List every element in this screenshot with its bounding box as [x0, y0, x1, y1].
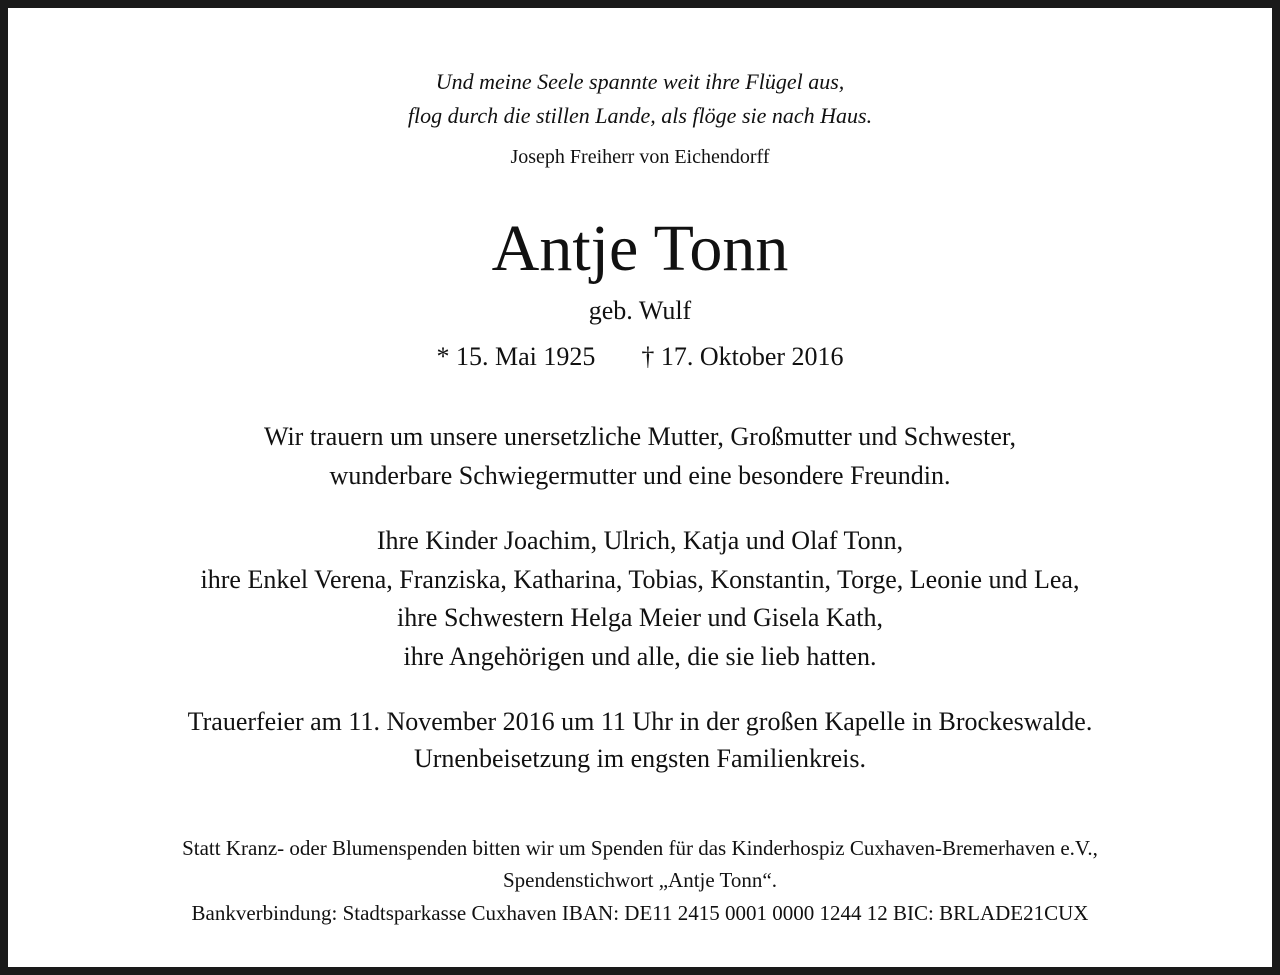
- mourning-line-2: wunderbare Schwiegermutter und eine besondere Freundin.: [329, 461, 951, 490]
- donation-keyword: Spendenstichwort „Antje Tonn“.: [502, 868, 777, 892]
- life-dates: [8, 344, 1272, 370]
- death-date: † 17. Oktober 2016: [641, 342, 844, 371]
- ceremony-line-2: Urnenbeisetzung im engsten Familienkreis.: [413, 744, 866, 773]
- deceased-name: Antje Tonn: [491, 212, 789, 285]
- donation-line-1: Statt Kranz- oder Blumenspenden bitten wir um Spenden für das Kinderhospiz Cuxhaven-Bremerhaven e.V.,: [182, 836, 1098, 860]
- birth-name: geb. Wulf: [588, 296, 692, 325]
- ceremony-line-1: Trauerfeier am 11. November 2016 um 11 Uhr in der großen Kapelle in Brockeswalde.: [187, 707, 1093, 736]
- family-line-3: ihre Schwestern Helga Meier und Gisela Kath,: [397, 603, 883, 632]
- family-line-2: ihre Enkel Verena, Franziska, Katharina, Tobias, Konstantin, Torge, Leonie und Lea,: [200, 565, 1080, 594]
- mourning-line-1: Wir trauern um unsere unersetzliche Mutter, Großmutter und Schwester,: [263, 422, 1017, 451]
- quote-author: Joseph Freiherr von Eichendorff: [510, 146, 770, 168]
- quote-line-1: Und meine Seele spannte weit ihre Flügel aus,: [435, 69, 845, 94]
- family-line-1: Ihre Kinder Joachim, Ulrich, Katja und Olaf Tonn,: [376, 526, 904, 555]
- quote-line-2: flog durch die stillen Lande, als flöge sie nach Haus.: [407, 103, 873, 128]
- family-line-4: ihre Angehörigen und alle, die sie lieb hatten.: [403, 642, 877, 671]
- bank-details: Bankverbindung: Stadtsparkasse Cuxhaven IBAN: DE11 2415 0001 0000 1244 12 BIC: BRLADE21CUX: [191, 901, 1089, 925]
- birth-date: * 15. Mai 1925: [436, 342, 596, 371]
